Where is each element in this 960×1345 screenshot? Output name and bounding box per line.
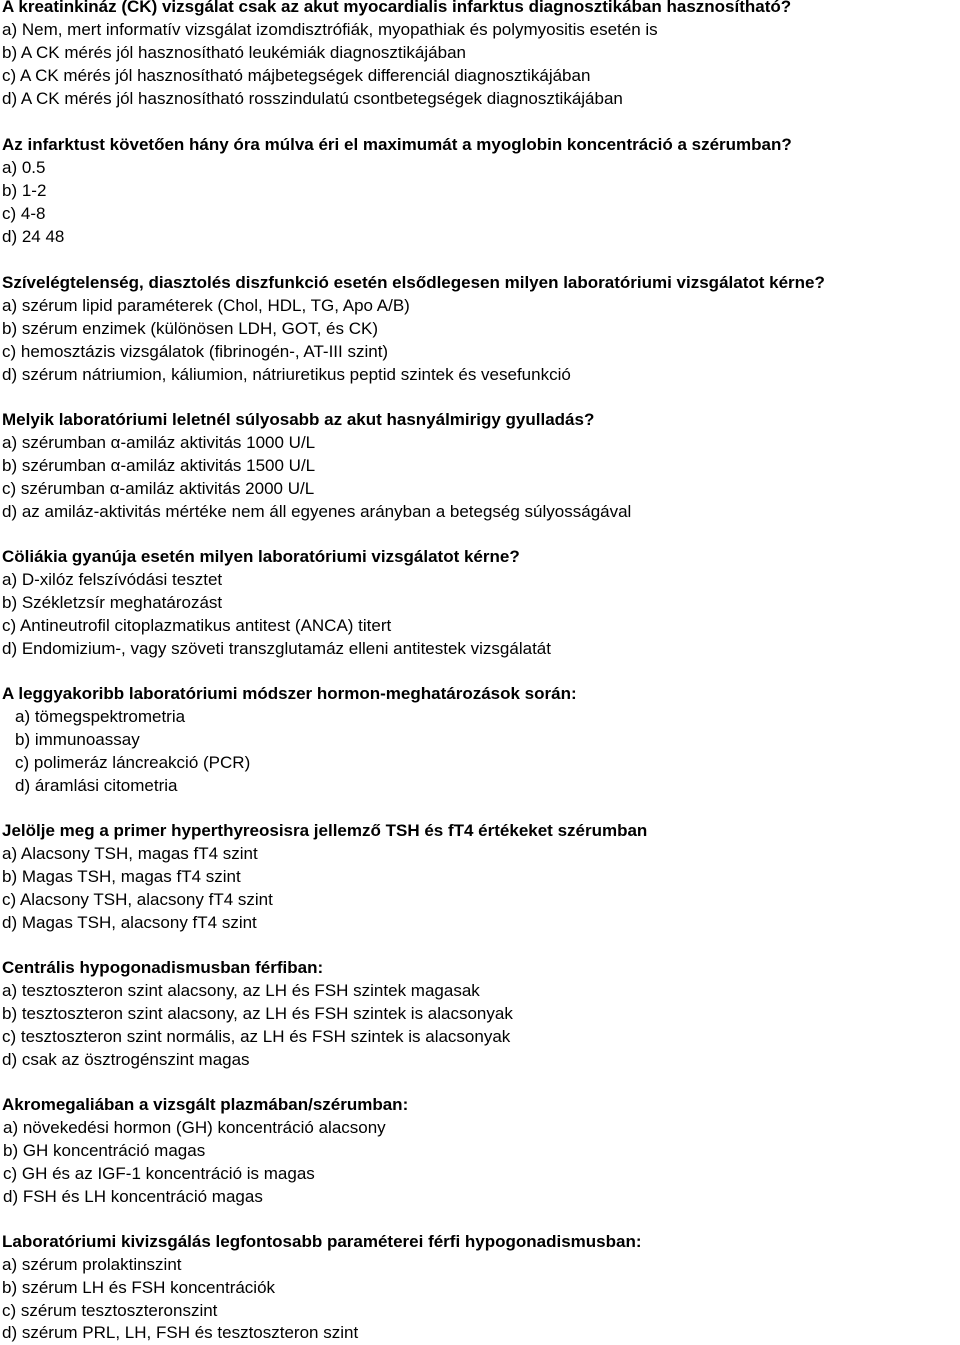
answer-option: c) Alacsony TSH, alacsony fT4 szint <box>2 890 273 909</box>
answer-option: c) A CK mérés jól hasznosítható májbetegségek differenciál diagnosztikájában <box>2 66 591 85</box>
answer-option: c) Antineutrofil citoplazmatikus antitest (ANCA) titert <box>2 616 392 635</box>
answer-option: d) áramlási citometria <box>15 776 178 795</box>
answer-option: b) szérumban α-amiláz aktivitás 1500 U/L <box>2 456 316 475</box>
answer-option: a) tesztoszteron szint alacsony, az LH és FSH szintek magasak <box>2 981 480 1000</box>
answer-option: d) 24 48 <box>2 227 65 246</box>
answer-option: c) GH és az IGF-1 koncentráció is magas <box>3 1164 315 1183</box>
answer-option: d) szérum nátriumion, káliumion, nátriuretikus peptid szintek és vesefunkció <box>2 365 571 384</box>
answer-option: a) D-xilóz felszívódási tesztet <box>2 570 223 589</box>
answer-option: d) Endomizium-, vagy szöveti transzglutamáz elleni antitestek vizsgálatát <box>2 639 551 658</box>
answer-option: b) immunoassay <box>15 730 140 749</box>
question-title: Jelölje meg a primer hyperthyreosisra jellemző TSH és fT4 értékeket szérumban <box>2 821 648 840</box>
answer-option: a) Alacsony TSH, magas fT4 szint <box>2 844 258 863</box>
question-title: A leggyakoribb laboratóriumi módszer hormon-meghatározások során: <box>2 684 577 703</box>
answer-option: b) szérum LH és FSH koncentrációk <box>2 1278 276 1297</box>
question-title: Cöliákia gyanúja esetén milyen laboratóriumi vizsgálatot kérne? <box>2 547 520 566</box>
question-title: Melyik laboratóriumi leletnél súlyosabb az akut hasnyálmirigy gyulladás? <box>2 410 595 429</box>
answer-option: b) 1-2 <box>2 181 47 200</box>
answer-option: c) szérumban α-amiláz aktivitás 2000 U/L <box>2 479 315 498</box>
answer-option: d) az amiláz-aktivitás mértéke nem áll egyenes arányban a betegség súlyosságával <box>2 502 632 521</box>
answer-option: b) Magas TSH, magas fT4 szint <box>2 867 241 886</box>
answer-option: b) Székletzsír meghatározást <box>2 593 223 612</box>
question-title: Laboratóriumi kivizsgálás legfontosabb paraméterei férfi hypogonadismusban: <box>2 1232 642 1251</box>
question-title: Centrális hypogonadismusban férfiban: <box>2 958 324 977</box>
answer-option: d) A CK mérés jól hasznosítható rosszindulatú csontbetegségek diagnosztikájában <box>2 89 623 108</box>
answer-option: a) szérumban α-amiláz aktivitás 1000 U/L <box>2 433 316 452</box>
answer-option: a) tömegspektrometria <box>15 707 186 726</box>
answer-option: b) szérum enzimek (különösen LDH, GOT, és CK) <box>2 319 379 338</box>
question-title: A kreatinkináz (CK) vizsgálat csak az akut myocardialis infarktus diagnosztikában hasznosítható? <box>2 0 792 16</box>
answer-option: d) FSH és LH koncentráció magas <box>3 1187 263 1206</box>
answer-option: b) tesztoszteron szint alacsony, az LH és FSH szintek is alacsonyak <box>2 1004 513 1023</box>
answer-option: d) Magas TSH, alacsony fT4 szint <box>2 913 257 932</box>
answer-option: a) szérum prolaktinszint <box>2 1255 182 1274</box>
question-title: Akromegaliában a vizsgált plazmában/szérumban: <box>2 1095 409 1114</box>
answer-option: d) szérum PRL, LH, FSH és tesztoszteron szint <box>2 1323 359 1342</box>
question-title: Az infarktust követően hány óra múlva éri el maximumát a myoglobin koncentráció a szérumban? <box>2 135 792 154</box>
answer-option: c) hemosztázis vizsgálatok (fibrinogén-, AT-III szint) <box>2 342 389 361</box>
answer-option: d) csak az ösztrogénszint magas <box>2 1050 250 1069</box>
answer-option: a) 0.5 <box>2 158 46 177</box>
answer-option: c) polimeráz láncreakció (PCR) <box>15 753 251 772</box>
answer-option: b) A CK mérés jól hasznosítható leukémiák diagnosztikájában <box>2 43 466 62</box>
answer-option: c) szérum tesztoszteronszint <box>2 1301 218 1320</box>
answer-option: a) növekedési hormon (GH) koncentráció alacsony <box>3 1118 386 1137</box>
answer-option: a) Nem, mert informatív vizsgálat izomdisztrófiák, myopathiak és polymyositis esetén is <box>2 20 658 39</box>
answer-option: b) GH koncentráció magas <box>3 1141 206 1160</box>
answer-option: a) szérum lipid paraméterek (Chol, HDL, TG, Apo A/B) <box>2 296 410 315</box>
question-title: Szívelégtelenség, diasztolés diszfunkció esetén elsődlegesen milyen laboratóriumi vizsgálatot kérne? <box>2 273 825 292</box>
answer-option: c) tesztoszteron szint normális, az LH és FSH szintek is alacsonyak <box>2 1027 511 1046</box>
answer-option: c) 4-8 <box>2 204 46 223</box>
